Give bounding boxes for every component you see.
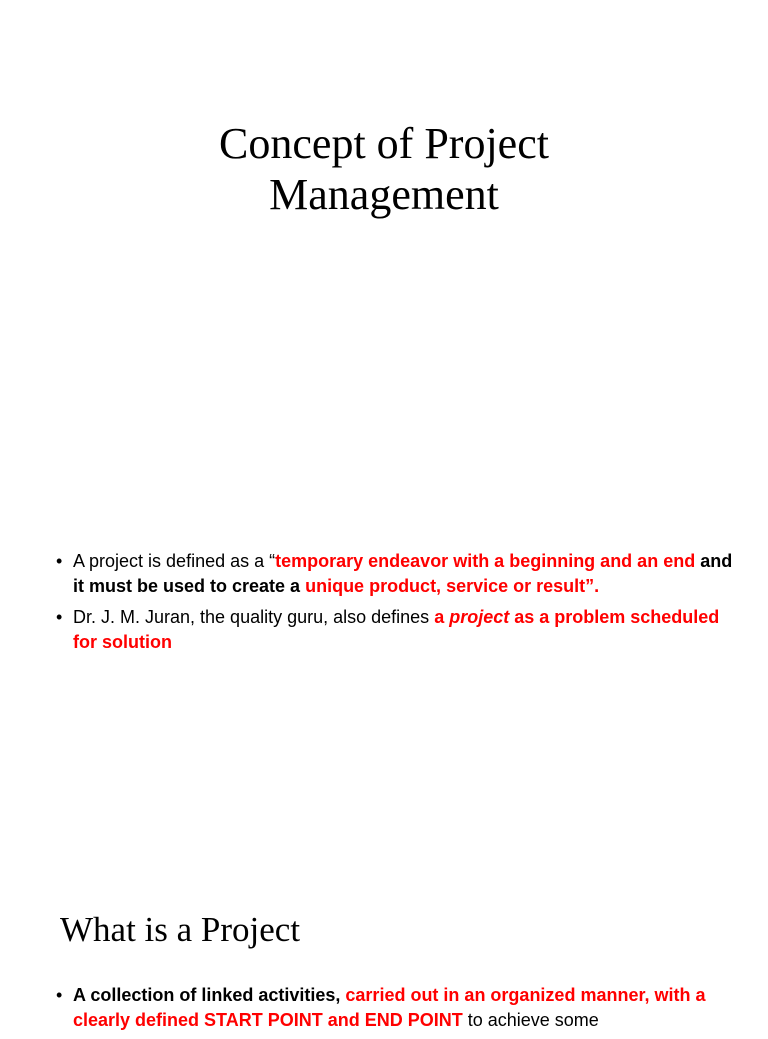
bullet-item-linked-activities [54, 983, 734, 1032]
text-run: to achieve some [462, 1009, 599, 1030]
slide-title-line-1: Concept of Project [219, 119, 549, 168]
text-run-emphasis: temporary endeavor with a beginning and an end [275, 551, 696, 571]
text-run-emphasis: as a problem scheduled for solution [73, 607, 720, 652]
text-run-bold: and it must be used to create a [73, 551, 733, 596]
slide-title-line-2: Management [269, 170, 499, 219]
text-run-emphasis: unique product, service or result”. [305, 575, 600, 596]
text-run-emphasis: carried out in an organized manner, with a clearly defined START POINT and END POINT [73, 985, 706, 1030]
project-bullet-list [54, 983, 734, 1039]
definition-bullet-list [54, 549, 734, 661]
bullet-item-juran-definition [54, 605, 734, 654]
text-run: A project is defined as a “ [73, 551, 276, 571]
text-run: Dr. J. M. Juran, the quality guru, also defines [73, 607, 435, 627]
text-run-emphasis: a [434, 607, 450, 627]
section-heading: What is a Project [60, 910, 301, 949]
slide-title [0, 118, 768, 220]
bullet-item-project-definition [54, 549, 734, 598]
text-run-emphasis-italic: project [449, 607, 510, 627]
text-run-bold: A collection of linked activities, [73, 985, 346, 1005]
